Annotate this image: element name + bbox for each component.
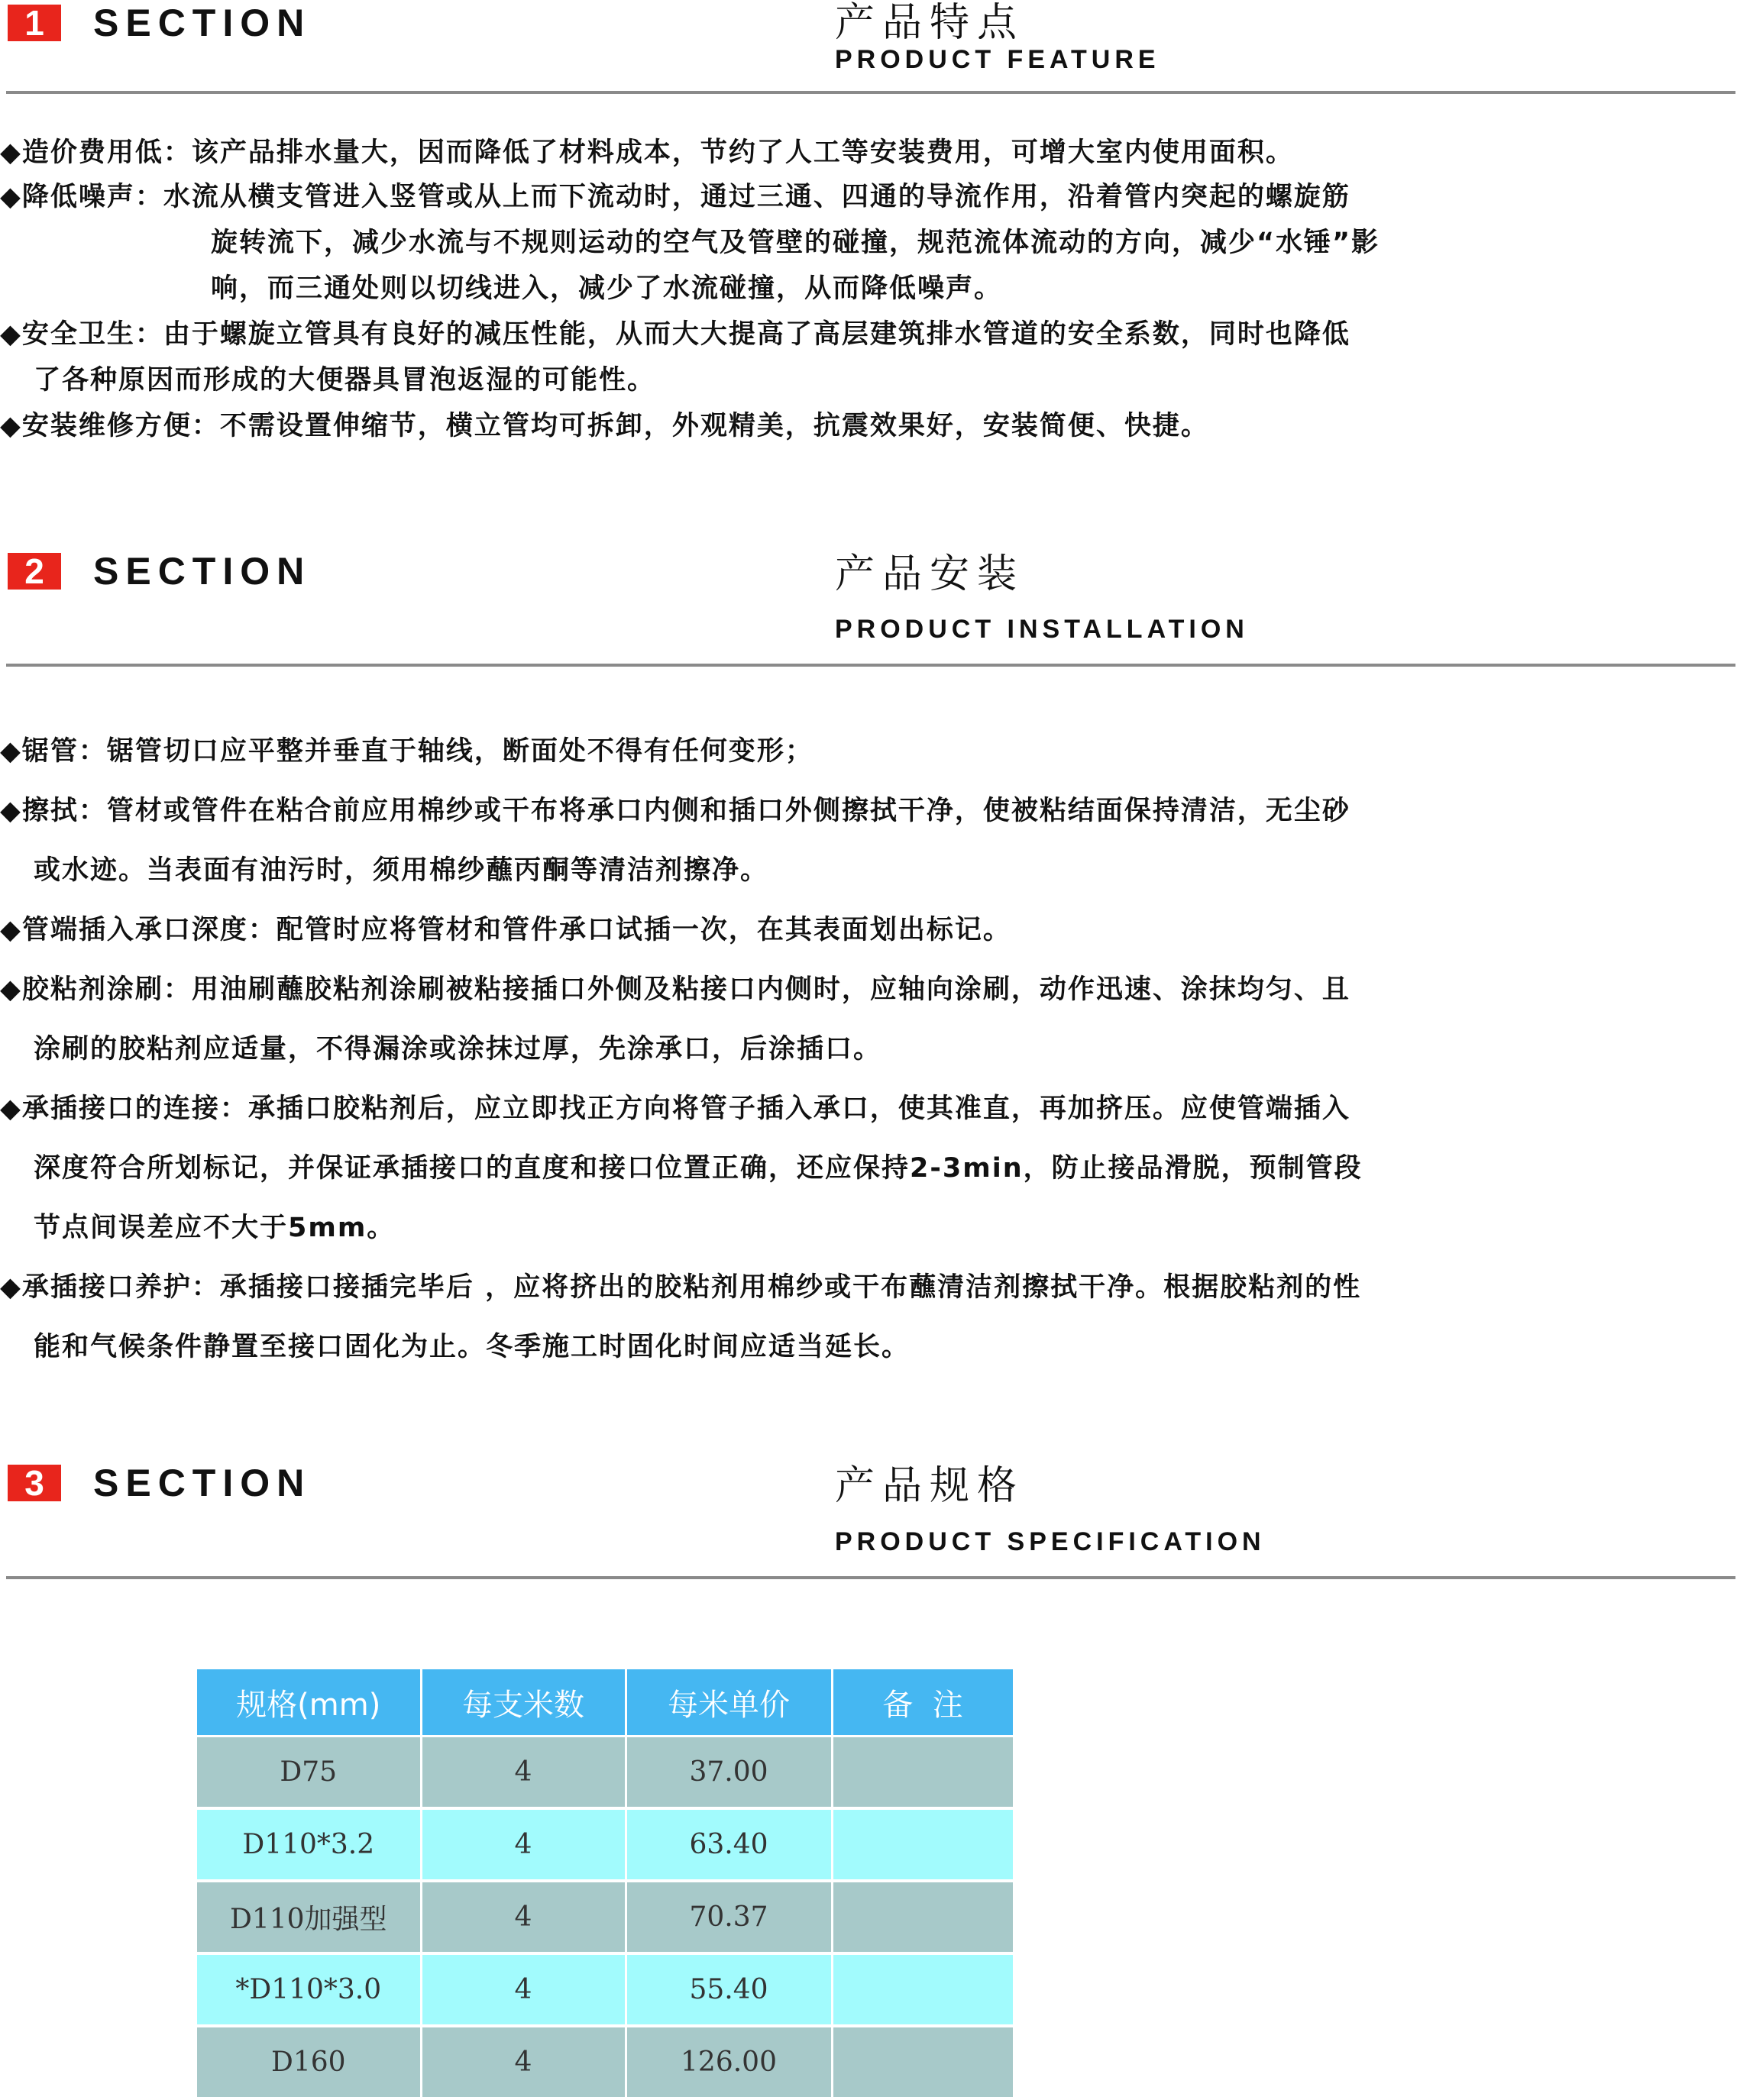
paragraph-line: 旋转流下，减少水流与不规则运动的空气及管壁的碰撞，规范流体流动的方向，减少“水锤”影	[211, 228, 1380, 258]
cell-spec: *D110*3.0	[197, 1953, 421, 2026]
cell-spec: D110加强型	[197, 1881, 421, 1953]
cell-price: 126.00	[626, 2026, 832, 2098]
paragraph-line: ◆承插接口养护：承插接口接插完毕后 ，应将挤出的胶粘剂用棉纱或干布蘸清洁剂擦拭干净。根据胶粘剂的性	[0, 1272, 1362, 1303]
section-title-zh: 产品安装	[835, 551, 1025, 597]
section-title-zh: 产品特点	[835, 0, 1025, 46]
paragraph-line: ◆管端插入承口深度：配管时应将管材和管件承口试插一次，在其表面划出标记。	[0, 915, 1011, 945]
paragraph-line: ◆胶粘剂涂刷：用油刷蘸胶粘剂涂刷被粘接插口外侧及粘接口内侧时，应轴向涂刷，动作迅速、涂抹均匀、且	[0, 974, 1350, 1005]
paragraph-line: ◆安装维修方便：不需设置伸缩节，横立管均可拆卸，外观精美，抗震效果好，安装简便、快捷。	[0, 411, 1209, 441]
paragraph-line: 了各种原因而形成的大便器具冒泡返湿的可能性。	[34, 365, 656, 396]
paragraph-line: ◆擦拭：管材或管件在粘合前应用棉纱或干布将承口内侧和插口外侧擦拭干净，使被粘结面保持清洁，无尘砂	[0, 796, 1350, 826]
cell-meters: 4	[421, 1808, 626, 1881]
paragraph	[0, 312, 1726, 403]
cell-remarks	[832, 2026, 1014, 2098]
paragraph-line: 能和气候条件静置至接口固化为止。冬季施工时固化时间应适当延长。	[34, 1332, 911, 1362]
cell-price: 37.00	[626, 1737, 832, 1809]
table-row	[197, 1953, 1014, 2026]
section-title-en: PRODUCT FEATURE	[835, 45, 1160, 74]
cell-meters: 4	[421, 1737, 626, 1809]
paragraph	[0, 403, 1726, 449]
paragraph-line: 节点间误差应不大于5mm。	[34, 1213, 396, 1243]
paragraph-line: ◆安全卫生：由于螺旋立管具有良好的减压性能，从而大大提高了高层建筑排水管道的安全系数，同时也降低	[0, 319, 1350, 350]
cell-price: 70.37	[626, 1881, 832, 1953]
section-number-badge: 2	[8, 553, 61, 590]
cell-remarks	[832, 1953, 1014, 2026]
cell-spec: D160	[197, 2026, 421, 2098]
paragraph	[0, 174, 1726, 312]
cell-price: 63.40	[626, 1808, 832, 1881]
spec-table	[197, 1669, 1015, 2100]
section-number-badge: 1	[8, 5, 61, 41]
section-title-en: PRODUCT SPECIFICATION	[835, 1527, 1266, 1556]
paragraph-line: ◆降低噪声：水流从横支管进入竖管或从上而下流动时，通过三通、四通的导流作用，沿着管内突起的螺旋筋	[0, 182, 1350, 212]
cell-meters: 4	[421, 1881, 626, 1953]
section-divider	[6, 664, 1735, 667]
cell-remarks	[832, 1737, 1014, 1809]
table-row	[197, 2026, 1014, 2098]
cell-spec: D75	[197, 1737, 421, 1809]
cell-spec: D110*3.2	[197, 1808, 421, 1881]
section-title-zh: 产品规格	[835, 1463, 1025, 1509]
column-header-remarks: 备 注	[832, 1669, 1014, 1737]
section-label: SECTION	[93, 550, 312, 593]
paragraph-line: ◆造价费用低：该产品排水量大，因而降低了材料成本，节约了人工等安装费用，可增大室内使用面积。	[0, 137, 1294, 168]
table-header-row	[197, 1669, 1014, 1737]
cell-price: 55.40	[626, 1953, 832, 2026]
table-row	[197, 1737, 1014, 1809]
cell-meters: 4	[421, 2026, 626, 2098]
column-header-meters: 每支米数	[421, 1669, 626, 1737]
section-number-badge: 3	[8, 1465, 61, 1501]
paragraph	[0, 722, 1726, 781]
paragraph-line: 响，而三通处则以切线进入，减少了水流碰撞，从而降低噪声。	[211, 273, 1003, 304]
section-divider	[6, 91, 1735, 94]
section-label: SECTION	[93, 2, 312, 44]
column-header-spec: 规格(mm)	[197, 1669, 421, 1737]
paragraph	[0, 130, 1726, 176]
paragraph	[0, 1079, 1726, 1258]
table-row	[197, 1808, 1014, 1881]
paragraph-line: 涂刷的胶粘剂应适量，不得漏涂或涂抹过厚，先涂承口，后涂插口。	[34, 1034, 882, 1065]
paragraph-line: ◆锯管：锯管切口应平整并垂直于轴线，断面处不得有任何变形；	[0, 736, 814, 767]
section-divider	[6, 1576, 1735, 1579]
section-label: SECTION	[93, 1462, 312, 1504]
table-row	[197, 1881, 1014, 1953]
cell-remarks	[832, 1881, 1014, 1953]
cell-meters: 4	[421, 1953, 626, 2026]
column-header-price: 每米单价	[626, 1669, 832, 1737]
paragraph	[0, 1258, 1726, 1377]
paragraph	[0, 781, 1726, 900]
paragraph-line: ◆承插接口的连接：承插口胶粘剂后，应立即找正方向将管子插入承口，使其准直，再加挤压。应使管端插入	[0, 1094, 1350, 1124]
section-title-en: PRODUCT INSTALLATION	[835, 615, 1249, 644]
paragraph-line: 深度符合所划标记，并保证承插接口的直度和接口位置正确，还应保持2-3min，防止接品滑脱，预制管段	[34, 1153, 1363, 1184]
cell-remarks	[832, 1808, 1014, 1881]
paragraph	[0, 960, 1726, 1079]
paragraph	[0, 900, 1726, 960]
paragraph-line: 或水迹。当表面有油污时，须用棉纱蘸丙酮等清洁剂擦净。	[34, 855, 769, 886]
